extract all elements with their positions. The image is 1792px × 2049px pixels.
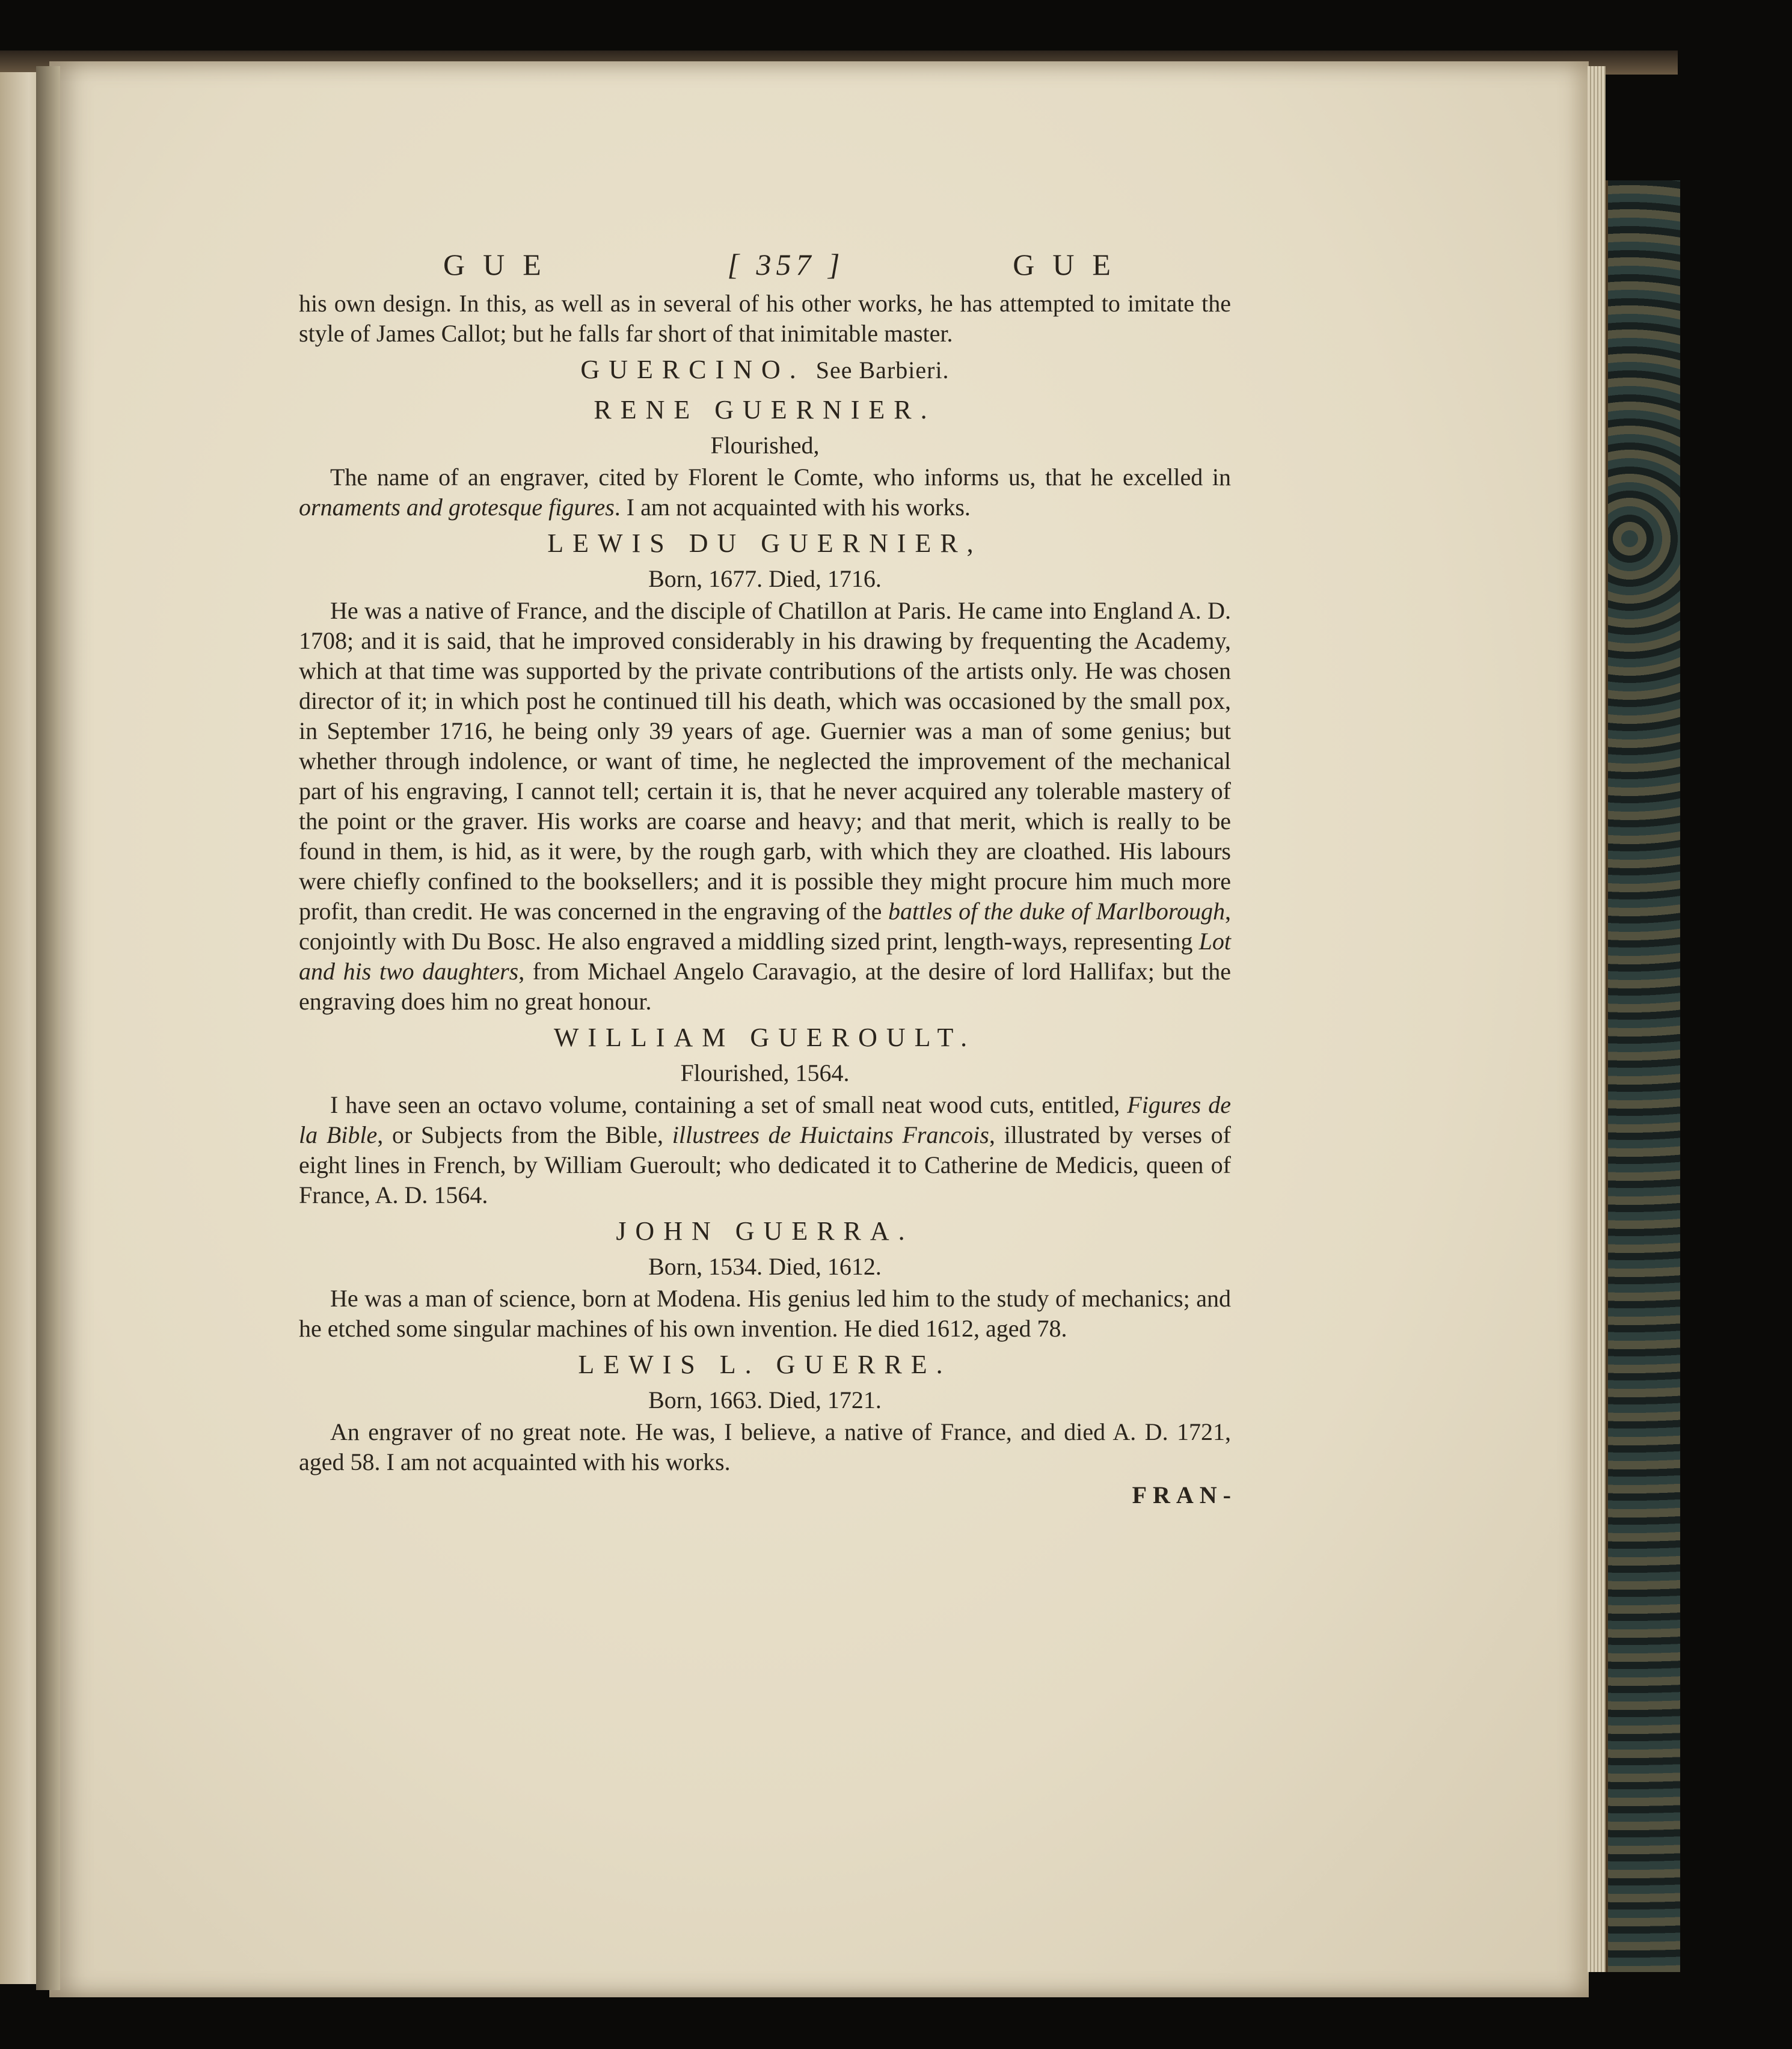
entry-dates: Born, 1534. Died, 1612. [648,1253,882,1280]
italic-phrase: Figures de la Bible [299,1091,1231,1148]
entry-heading: RENE GUERNIER. [594,395,936,424]
catchword: FRAN- [1132,1481,1237,1508]
entry-dates: Born, 1663. Died, 1721. [648,1386,882,1413]
entry-body: An engraver of no great note. He was, I believe, a native of France, and died A. D. 1721, aged 58. I am not acquainted with his works. [299,1418,1231,1475]
running-head-left: GUE [443,248,559,281]
entry-heading: JOHN GUERRA. [616,1216,914,1246]
entry-body: He was a man of science, born at Modena. His genius led him to the study of mechanics; and he etched some singular machines of his own invention. He died 1612, aged 78. [299,1285,1231,1342]
entry-heading: LEWIS L. GUERRE. [578,1350,952,1379]
page-text [299,240,1237,1513]
entry-dates: Flourished, 1564. [680,1059,850,1086]
entry-dates: Flourished, [710,432,820,459]
page-fore-edges [1588,66,1606,1972]
entry-heading: LEWIS DU GUERNIER, [547,528,983,558]
page-number: [ 357 ] [727,248,845,281]
cross-reference: See Barbieri. [815,357,950,384]
italic-phrase: ornaments and grotesque figures [299,494,615,521]
entry-dates: Born, 1677. Died, 1716. [648,565,882,592]
running-head [443,240,1129,289]
entry-body: I have seen an octavo volume, containing a set of small neat wood cuts, entitled, Figures de la Bible, or Subjects from the Bible, illustrees de Huictains Francois, illustrated by verses of eight lines in French, by William Gueroult; who dedicated it to Catherine de Medicis, queen of France, A. D. 1564. [299,1091,1231,1208]
marbled-cover-board [1604,180,1680,1972]
italic-phrase: illustrees de Huictains Francois [672,1121,989,1148]
italic-phrase: Lot and his two daughters [299,928,1231,985]
entry-body: The name of an engraver, cited by Florent le Comte, who informs us, that he excelled in ornaments and grotesque figures. I am not acquainted with his works. [299,464,1231,521]
italic-phrase: battles of the duke of Marlborough [888,898,1225,925]
entry-body: his own design. In this, as well as in several of his other works, he has attempted to imitate the style of James Callot; but he falls far short of that inimitable master. [299,290,1231,347]
entry-heading: GUERCINO. See Barbieri. [580,355,950,384]
gutter-shadow [36,66,60,1990]
entry-body: He was a native of France, and the disciple of Chatillon at Paris. He came into England A. D. 1708; and it is said, that he improved considerably in his drawing by frequenting the Academy, which at that time was supported by the private contributions of the artists only. He was chosen director of it; in which post he continued till his death, which was occasioned by the small pox, in September 1716, he being only 39 years of age. Guernier was a man of some genius; but whether through indolence, or want of time, he neglected the improvement of the mechanical part of his engraving, I cannot tell; certain it is, that he never acquired any tolerable mastery of the point or the graver. His works are coarse and heavy; and that merit, which is really to be found in them, is hid, as it were, by the rough garb, with which they are cloathed. His labours were chiefly confined to the booksellers; and it is possible they might procure him much more profit, than credit. He was concerned in the engraving of the battles of the duke of Marlborough, conjointly with Du Bosc. He also engraved a middling sized print, length-ways, representing Lot and his two daughters, from Michael Angelo Caravagio, at the desire of lord Hallifax; but the engraving does him no great honour. [299,597,1231,1015]
entry-heading: WILLIAM GUEROULT. [553,1023,977,1052]
running-head-right: GUE [1013,248,1129,281]
